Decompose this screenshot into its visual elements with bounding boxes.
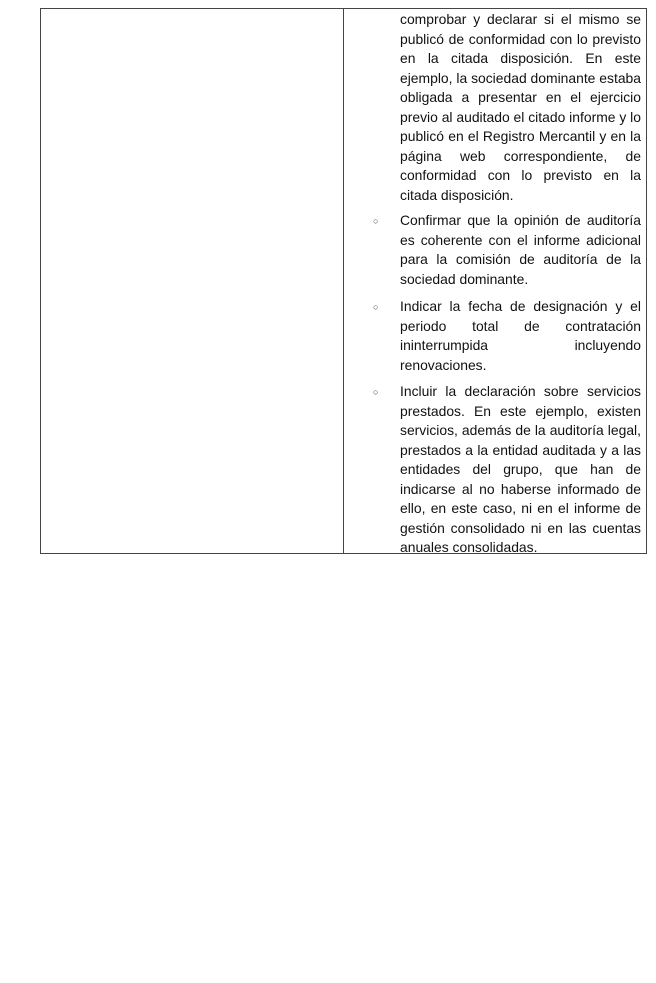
list-item-confirm-opinion: Confirmar que la opinión de auditoría es coherente con el informe adicional para la comisión de auditoría de la sociedad dominante. — [400, 212, 641, 287]
circle-bullet-icon: ○ — [373, 216, 379, 226]
right-table-cell — [344, 9, 646, 553]
list-item-services-declaration: Incluir la declaración sobre servicios prestados. En este ejemplo, existen servicios, además de la auditoría legal, prestados a la entidad auditada y a las entidades del grupo, que han de indicarse al no haberse informado de ello, en este caso, ni en el informe de gestión consolidado ni en las cuentas anuales consolidadas. — [400, 383, 641, 555]
circle-bullet-icon: ○ — [373, 302, 379, 312]
continuation-paragraph: comprobar y declarar si el mismo se publicó de conformidad con lo previsto en la citada disposición. En este ejemplo, la sociedad dominante estaba obligada a presentar en el ejercicio previo al auditado el citado informe y lo publicó en el Registro Mercantil y en la página web correspondiente, de conformidad con lo previsto en la citada disposición. — [400, 11, 641, 203]
list-item-designation-date: Indicar la fecha de designación y el periodo total de contratación ininterrumpida incluyendo renovaciones. — [400, 298, 641, 373]
left-table-cell — [41, 9, 343, 553]
circle-bullet-icon: ○ — [373, 387, 379, 397]
document-table — [40, 8, 647, 554]
